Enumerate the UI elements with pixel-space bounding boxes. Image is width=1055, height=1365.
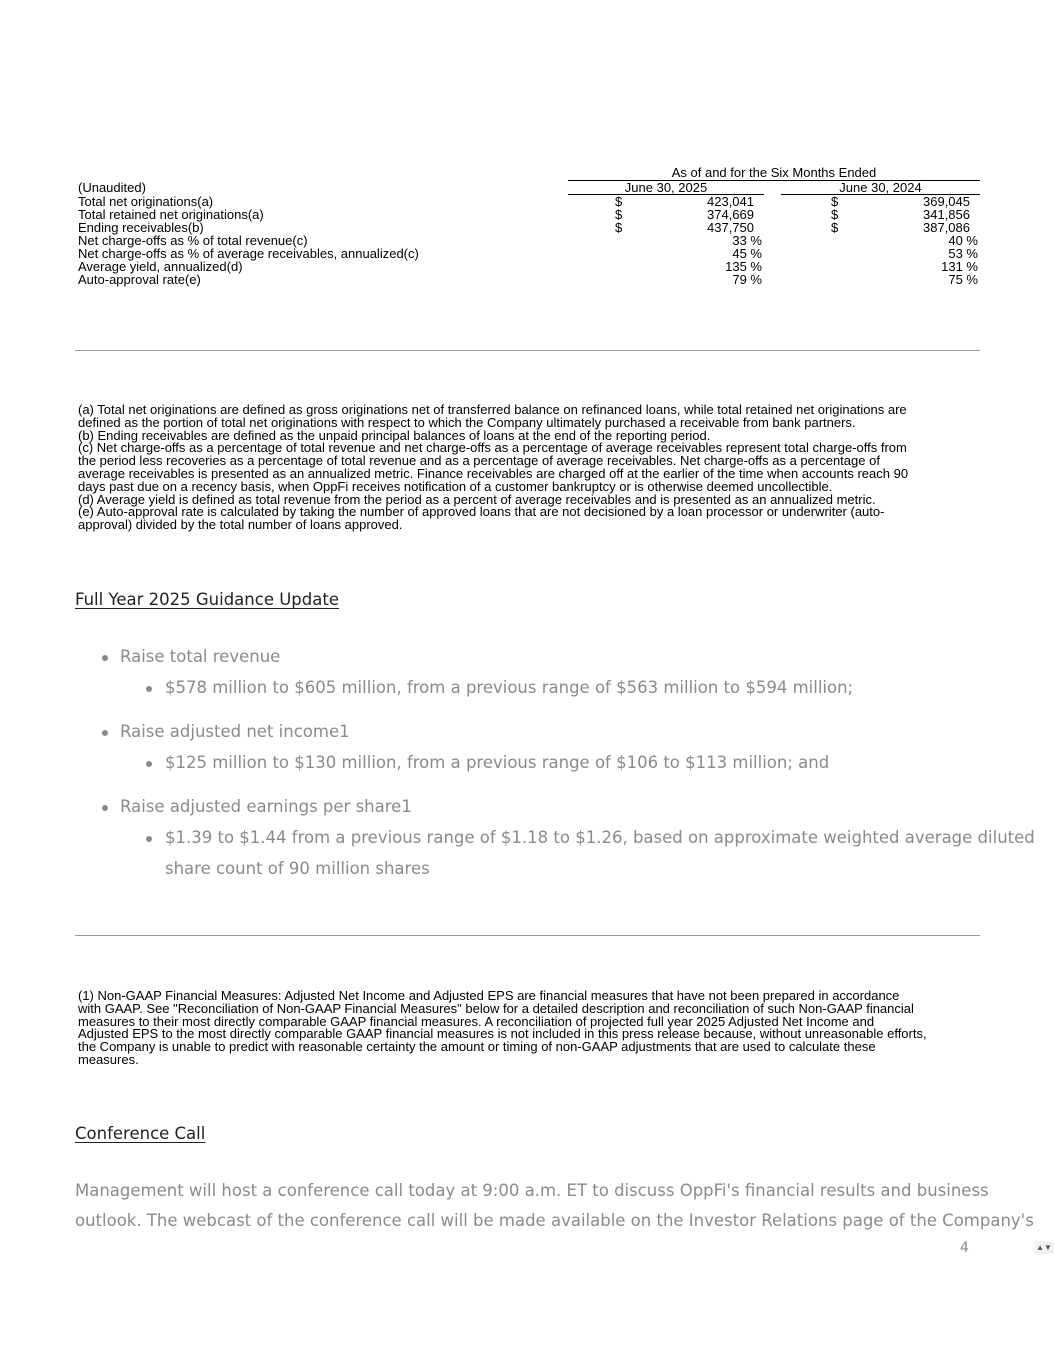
value-2025: 79 % (732, 272, 762, 287)
currency-symbol: $ (615, 194, 623, 209)
value-2025: 135 % (725, 259, 762, 274)
conference-paragraph (75, 1176, 1034, 1236)
value-2025: 437,750 (707, 220, 754, 235)
paragraph-line: outlook. The webcast of the conference call will be made available on the Investor Relations page of the Company's (75, 1211, 1034, 1230)
column-header-2024: June 30, 2024 (839, 180, 922, 195)
guidance-subitem: $125 million to $130 million, from a previous range of $106 to $113 million; and (165, 753, 830, 772)
guidance-item: Raise total revenue (120, 647, 281, 666)
section-divider (75, 350, 980, 351)
row-label: Auto-approval rate(e) (78, 272, 201, 287)
footnote-line: average receivables is presented as an annualized metric. Finance receivables are charged off at the earlier of the time when accounts reach 90 (78, 465, 909, 481)
footnote-line: (e) Auto-approval rate is calculated by taking the number of approved loans that are not decisioned by a loan processor or underwriter (auto- (78, 504, 885, 520)
conference-heading: Conference Call (75, 1124, 206, 1143)
bullet-icon (102, 805, 108, 811)
section-divider (75, 935, 980, 936)
footnote-line: (b) Ending receivables are defined as the unpaid principal balances of loans at the end of the reporting period. (78, 427, 711, 443)
guidance-subitem-continuation: share count of 90 million shares (165, 859, 430, 878)
column-header-2025: June 30, 2025 (624, 180, 708, 195)
stub-header: (Unaudited) (78, 180, 146, 195)
footnote-line: defined as the portion of total net originations with respect to which the Company ultimately purchased a receivable from bank partners. (78, 414, 856, 430)
bullet-icon (146, 686, 152, 692)
currency-symbol: $ (615, 207, 623, 222)
page-number: 4 (960, 1240, 969, 1256)
bullet-icon (146, 836, 152, 842)
bullet-icon (102, 730, 108, 736)
value-2024: 131 % (941, 259, 978, 274)
footnote-line: (d) Average yield is defined as total revenue from the period as a percent of average receivables and is presented as an annualized metric. (78, 491, 876, 507)
value-2025: 423,041 (707, 194, 754, 209)
row-label: Total retained net originations(a) (78, 207, 264, 222)
non-gaap-footnote (78, 990, 983, 1067)
currency-symbol: $ (615, 220, 623, 235)
currency-symbol: $ (831, 207, 839, 222)
guidance-subitem: $578 million to $605 million, from a previous range of $563 million to $594 million; (165, 678, 854, 697)
value-2025: 374,669 (707, 207, 754, 222)
footnote-line: approval) divided by the total number of loans approved. (78, 517, 403, 533)
footnote-line: with GAAP. See "Reconciliation of Non-GAAP Financial Measures" below for a detailed description and reconciliation of such Non-GAAP financial (78, 1000, 914, 1016)
footnote-line: (c) Net charge-offs as a percentage of total revenue and net charge-offs as a percentage of average receivables represent total charge-offs from (78, 440, 907, 456)
value-2025: 45 % (732, 246, 762, 261)
guidance-item: Raise adjusted earnings per share1 (120, 797, 412, 816)
currency-symbol: $ (831, 220, 839, 235)
footnote-line: days past due on a recency basis, when OppFi receives notification of a customer bankruptcy or is otherwise deemed uncollectible. (78, 478, 833, 494)
footnote-line: the Company is unable to predict with reasonable certainty the amount or timing of non-GAAP adjustments that are used to calculate these (78, 1039, 876, 1055)
footnote-line: (1) Non-GAAP Financial Measures: Adjusted Net Income and Adjusted EPS are financial measures that have not been prepared in accordance (78, 988, 900, 1003)
row-label: Net charge-offs as % of average receivables, annualized(c) (78, 246, 419, 261)
period-header: As of and for the Six Months Ended (671, 165, 877, 180)
table-row (0, 273, 1055, 286)
row-label: Average yield, annualized(d) (78, 259, 243, 274)
row-label: Total net originations(a) (78, 194, 214, 209)
value-2024: 75 % (948, 272, 978, 287)
value-2025: 33 % (732, 233, 762, 248)
value-2024: 341,856 (923, 207, 970, 222)
table-footnotes (78, 404, 983, 532)
value-2024: 40 % (948, 233, 978, 248)
bullet-icon (146, 761, 152, 767)
guidance-subitem: $1.39 to $1.44 from a previous range of $1.18 to $1.26, based on approximate weighted average diluted (165, 828, 1035, 847)
footnote-line: measures. (78, 1051, 139, 1067)
footnote-line: Adjusted EPS to the most directly comparable GAAP financial measures is not included in this press release because, without unreasonable efforts, (78, 1026, 927, 1042)
value-2024: 369,045 (923, 194, 970, 209)
row-label: Net charge-offs as % of total revenue(c) (78, 233, 308, 248)
row-label: Ending receivables(b) (78, 220, 204, 235)
guidance-item: Raise adjusted net income1 (120, 722, 350, 741)
scroll-stepper-icon[interactable]: ▲▼ (1034, 1241, 1054, 1254)
value-2024: 53 % (948, 246, 978, 261)
bullet-icon (102, 655, 108, 661)
footnote-line: the period less recoveries as a percentage of total revenue and as a percentage of average receivables. Net charge-offs as a percentage of (78, 453, 880, 469)
guidance-heading: Full Year 2025 Guidance Update (75, 590, 339, 609)
footnote-line: measures to their most directly comparable GAAP financial measures. A reconciliation of projected full year 2025 Adjusted Net Income and (78, 1013, 875, 1029)
currency-symbol: $ (831, 194, 839, 209)
footnote-line: (a) Total net originations are defined as gross originations net of transferred balance on refinanced loans, while total retained net originations are (78, 402, 907, 417)
value-2024: 387,086 (923, 220, 970, 235)
paragraph-line: Management will host a conference call today at 9:00 a.m. ET to discuss OppFi's financial results and business (75, 1181, 989, 1200)
